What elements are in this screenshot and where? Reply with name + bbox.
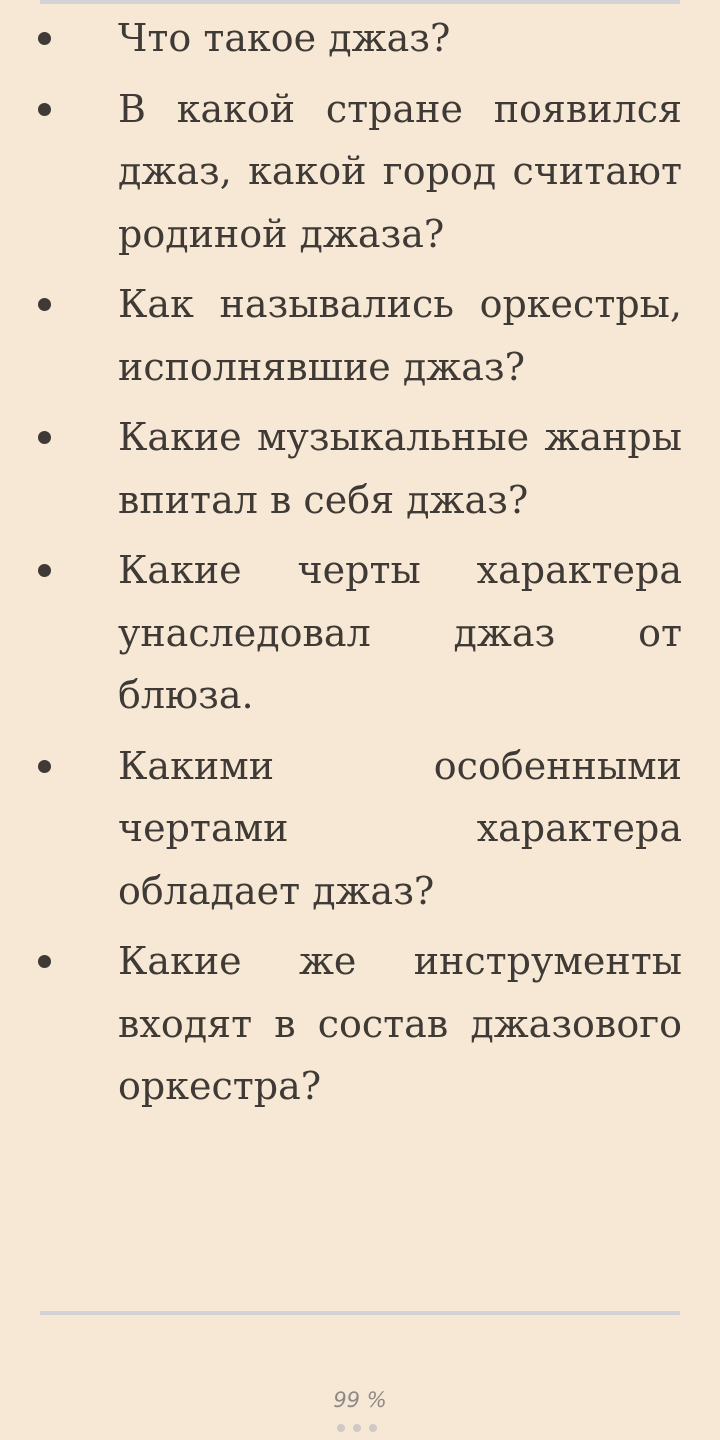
bullet-icon [38, 564, 51, 577]
bullet-icon [38, 298, 51, 311]
dot-icon [353, 1424, 361, 1432]
bullet-icon [38, 760, 51, 773]
question-text: Какие же инструменты входят в состав джазового оркестра? [118, 939, 682, 1108]
list-item [0, 7, 720, 70]
dot-icon [369, 1424, 377, 1432]
more-menu-icon[interactable] [337, 1424, 377, 1432]
bullet-icon [38, 103, 51, 116]
top-divider [40, 0, 680, 4]
list-item [0, 539, 720, 727]
question-text: В какой стране появился джаз, какой город считают родиной джаза? [118, 86, 682, 256]
question-text: Как назывались оркестры, исполнявшие джаз? [118, 282, 682, 389]
dot-icon [337, 1424, 345, 1432]
list-item [0, 930, 720, 1118]
question-text: Какими особенными чертами характера обладает джаз? [118, 743, 682, 913]
reading-progress: 99 % [333, 1388, 387, 1412]
bullet-icon [38, 431, 51, 444]
question-text: Что такое джаз? [118, 16, 451, 60]
list-item [0, 273, 720, 398]
list-item [0, 735, 720, 923]
question-list [0, 7, 720, 1118]
bottom-divider [40, 1311, 680, 1315]
question-text: Какие черты характера унаследовал джаз от блюза. [118, 548, 682, 717]
list-item [0, 78, 720, 266]
bullet-icon [38, 955, 51, 968]
reader-content[interactable] [0, 7, 720, 1126]
question-text: Какие музыкальные жанры впитал в себя джаз? [118, 415, 682, 522]
bullet-icon [38, 32, 51, 45]
list-item [0, 406, 720, 531]
